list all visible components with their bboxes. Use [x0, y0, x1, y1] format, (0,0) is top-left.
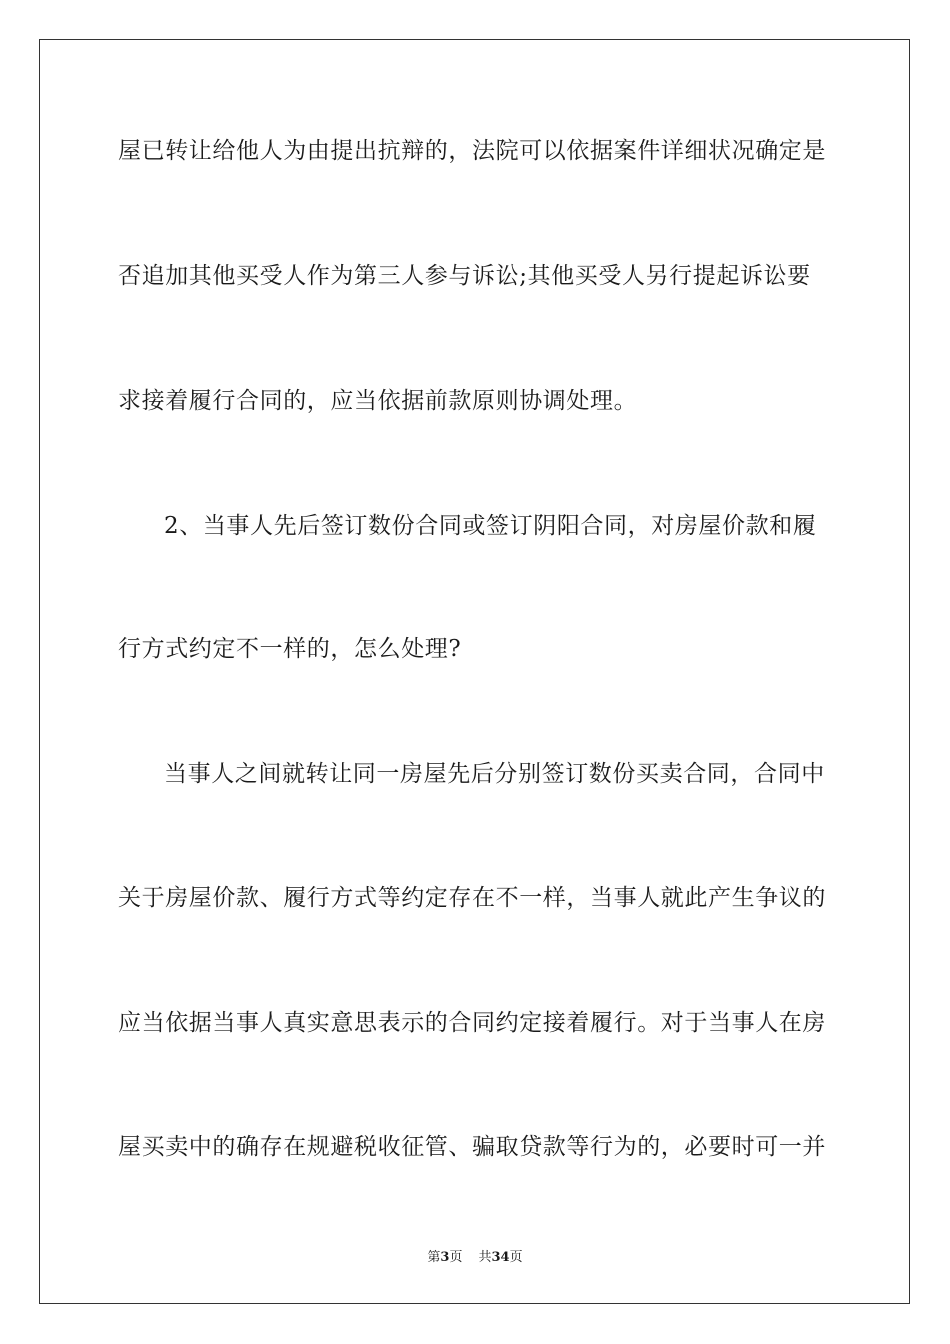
text-line: 否追加其他买受人作为第三人参与诉讼;其他买受人另行提起诉讼要: [118, 263, 811, 289]
page-border: [39, 39, 910, 1304]
text-line: 求接着履行合同的，应当依据前款原则协调处理。: [118, 388, 638, 414]
total-suffix: 页: [509, 1250, 523, 1265]
text-line: 行方式约定不一样的，怎么处理?: [118, 636, 462, 662]
page-suffix: 页: [449, 1250, 463, 1265]
text-line: 应当依据当事人真实意思表示的合同约定接着履行。对于当事人在房: [118, 1010, 826, 1036]
text-line: 当事人之间就转让同一房屋先后分别签订数份买卖合同，合同中: [164, 761, 825, 787]
total-prefix: 共: [478, 1250, 492, 1265]
text-line: 屋买卖中的确存在规避税收征管、骗取贷款等行为的，必要时可一并: [118, 1134, 826, 1160]
page-number: 3: [440, 1250, 450, 1265]
text-line: 屋已转让给他人为由提出抗辩的，法院可以依据案件详细状况确定是: [118, 138, 826, 164]
text-line: 2、当事人先后签订数份合同或签订阴阳合同，对房屋价款和履: [164, 513, 817, 539]
text-line: 关于房屋价款、履行方式等约定存在不一样，当事人就此产生争议的: [118, 885, 826, 911]
page-footer: [0, 1246, 950, 1265]
page-prefix: 第: [427, 1250, 441, 1265]
total-pages: 34: [491, 1250, 510, 1265]
